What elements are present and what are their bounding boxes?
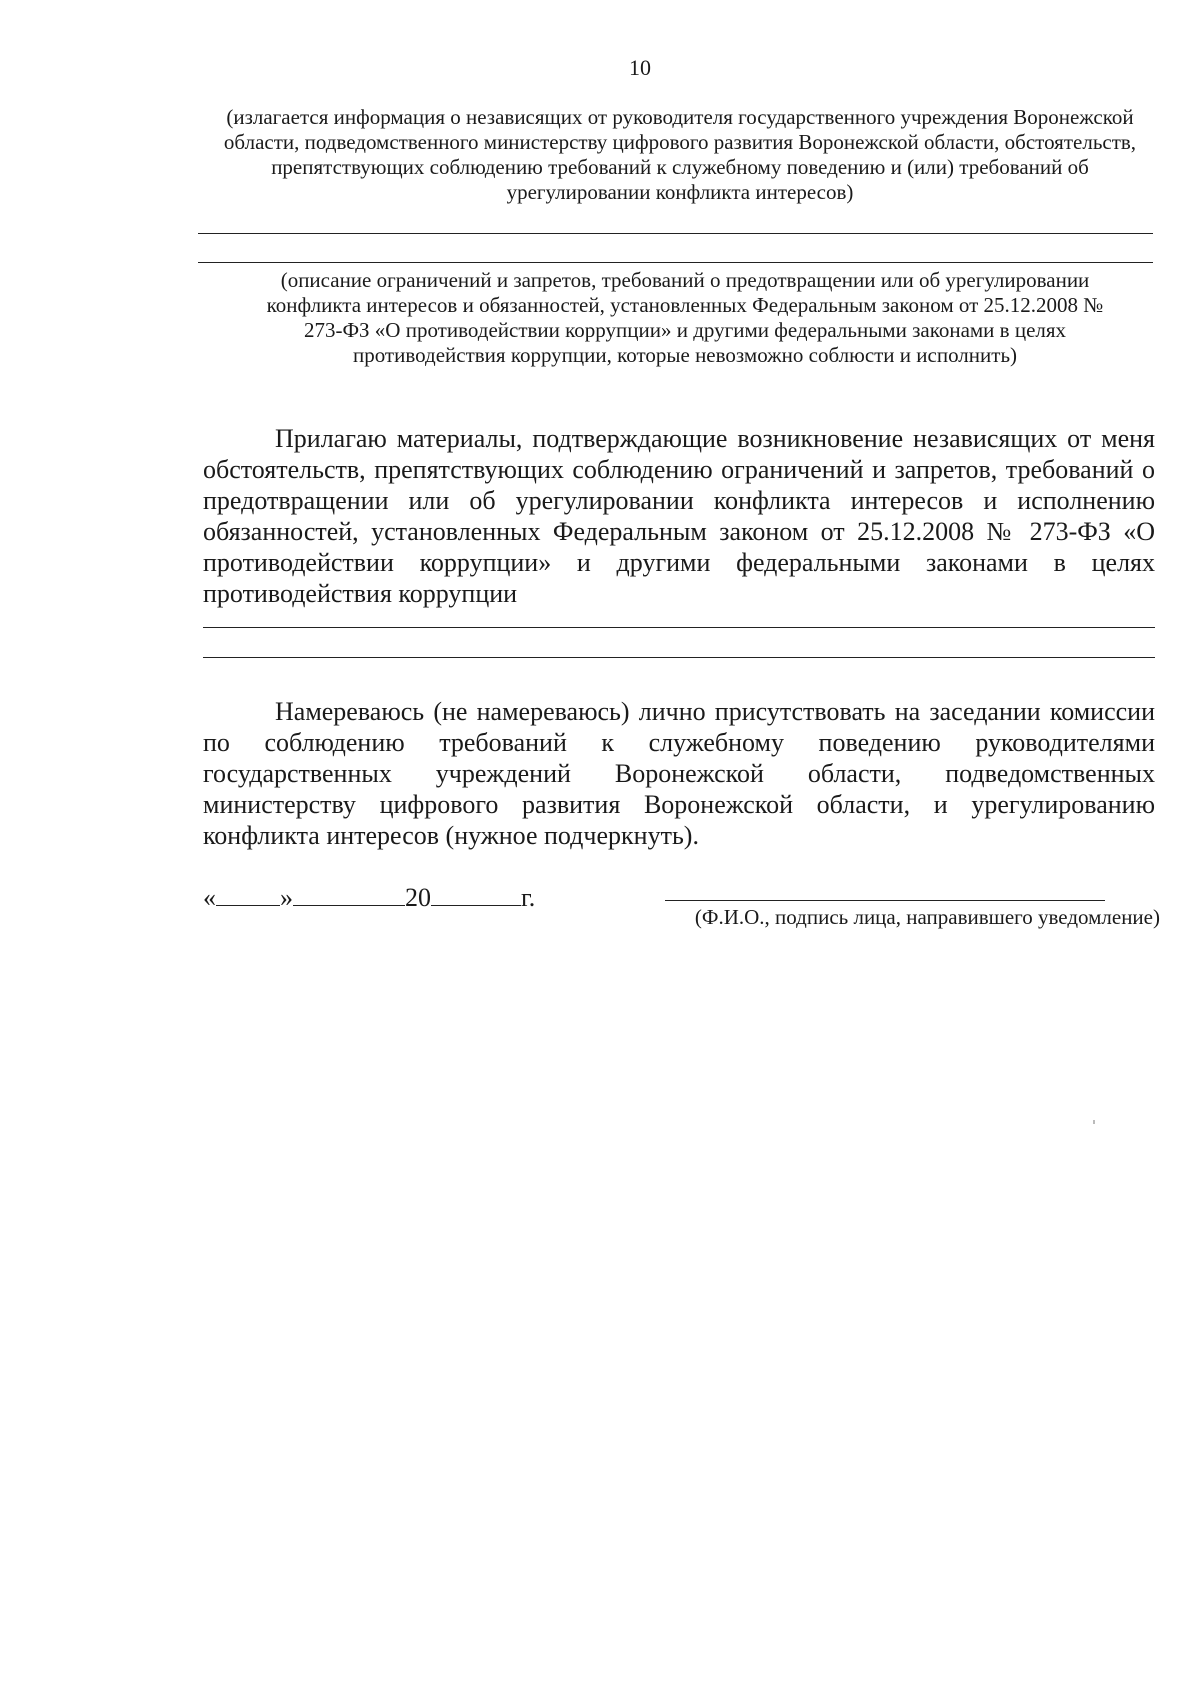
date-close-quote: » bbox=[280, 883, 293, 912]
caption-restrictions: (описание ограничений и запретов, требований о предотвращении или об урегулировании конфликта интересов и обязанностей, установленных Федеральным законом от 25.12.2008 № 273-ФЗ «О противодействии коррупции» и другими федеральными законами в целях противодействия коррупции, которые невозможно соблюсти и исполнить) bbox=[266, 268, 1104, 367]
date-year-suffix: г. bbox=[521, 883, 536, 912]
date-month-blank bbox=[293, 883, 405, 906]
page-number: 10 bbox=[629, 55, 651, 80]
fill-line-3 bbox=[203, 627, 1155, 628]
date-year-blank bbox=[431, 883, 521, 906]
signature-line bbox=[665, 900, 1105, 901]
date-field bbox=[203, 883, 535, 913]
date-century: 20 bbox=[405, 883, 431, 912]
fill-line-4 bbox=[203, 657, 1155, 658]
fill-line-2 bbox=[198, 262, 1153, 263]
date-open-quote: « bbox=[203, 883, 216, 912]
paragraph-attendance: Намереваюсь (не намереваюсь) лично присутствовать на заседании комиссии по соблюдению требований к служебному поведению руководителями государственных учреждений Воронежской области, подведомственных министерству цифрового развития Воронежской области, и урегулированию конфликта интересов (нужное подчеркнуть). bbox=[203, 697, 1155, 850]
fill-line-1 bbox=[198, 233, 1153, 234]
paragraph-attachments: Прилагаю материалы, подтверждающие возникновение независящих от меня обстоятельств, препятствующих соблюдению ограничений и запретов, требований о предотвращении или об урегулировании конфликта интересов и исполнению обязанностей, установленных Федеральным законом от 25.12.2008 № 273-ФЗ «О противодействии коррупции» и другими федеральными законами в целях противодействия коррупции bbox=[203, 424, 1155, 608]
signature-caption: (Ф.И.О., подпись лица, направившего уведомление) bbox=[694, 905, 1160, 929]
date-day-blank bbox=[216, 883, 280, 906]
caption-circumstances: (излагается информация о независящих от руководителя государственного учреждения Воронежской области, подведомственного министерству цифрового развития Воронежской области, обстоятельств, препятствующих соблюдению требований к служебному поведению и (или) требований об урегулировании конфликта интересов) bbox=[223, 105, 1137, 204]
scan-speck bbox=[1093, 1120, 1095, 1124]
